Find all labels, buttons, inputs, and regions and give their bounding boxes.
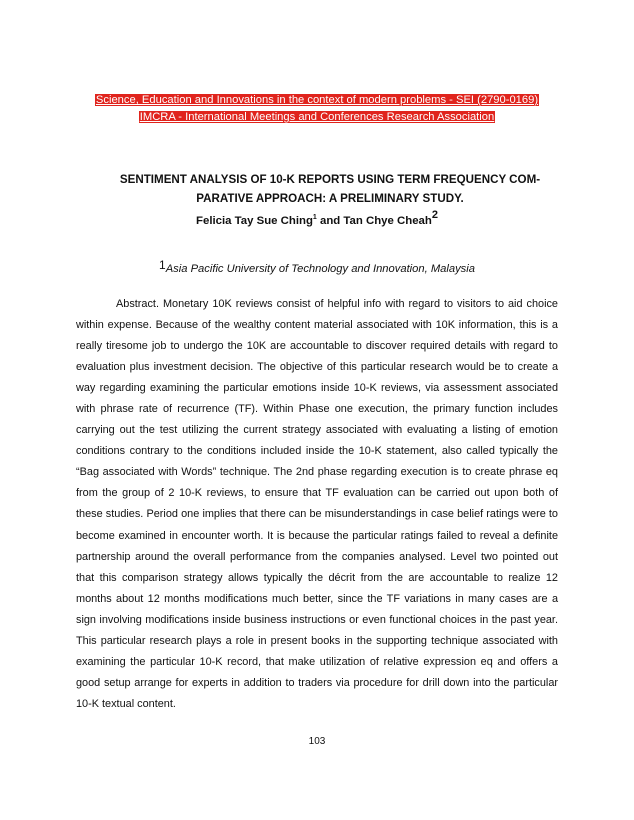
author-2-affiliation-marker: 2 [431,209,438,221]
journal-name-line: Science, Education and Innovations in the context of modern problems - SEI (2790-0169) [95,94,539,106]
author-2: Tan Chye Cheah [343,215,432,227]
author-1: Felicia Tay Sue Ching [196,215,313,227]
affiliation-number: 1 [159,258,166,272]
abstract-paragraph: Abstract. Monetary 10K reviews consist of helpful info with regard to visitors to aid choice within expense. Because of the wealthy content material associated with 10K information, this is a really tiresome job to undergo the 10K are accountable to discover required details with regard to evaluation plus investment decision. The objective of this particular research would be to create a way regarding examining the particular emotions inside 10-K reviews, via assessment associated with phrase rate of recurrence (TF). Within Phase one execution, the primary function includes carrying out the test utilizing the current strategy associated with evaluating a listing of emotion conditions contrary to the conditions included inside the 10-K statement, also called typically the “Bag associated with Words” technique. The 2nd phase regarding execution is to create phrase eq from the group of 2 10-K reviews, to ensure that TF evaluation can be carried out upon both of these studies. Period one implies that there can be misunderstandings in case belief ratings were to become examined in encounter worth. It is because the particular ratings failed to reveal a definite partnership around the overall performance from the companies analysed. Level two pointed out that this comparison strategy allows typically the décrit from the are accountable to realize 12 months about 12 months modifications much better, since the TF variations in many cases are a sign involving modifications inside business instructions or even functional choices in the past year. This particular research plays a role in present books in the supporting technique associated with examining the particular 10-K record, that make utilization of relative expression eq and offers a good setup arrange for experts in addition to traders via procedure for drill down into the particular 10-K textual content. [76,298,558,710]
page-number: 103 [308,736,326,747]
journal-header [0,92,634,126]
author-line [0,209,634,227]
affiliation [0,258,634,275]
paper-title: SENTIMENT ANALYSIS OF 10-K REPORTS USING TERM FREQUENCY COM-PARATIVE APPROACH: A PRELIMINARY STUDY. [119,173,541,205]
author-conjunction: and [316,215,344,227]
affiliation-text: Asia Pacific University of Technology and Innovation, Malaysia [165,263,475,275]
author-1-affiliation-marker: 1 [312,214,317,222]
journal-association-line: IMCRA - International Meetings and Conferences Research Association [139,111,495,123]
